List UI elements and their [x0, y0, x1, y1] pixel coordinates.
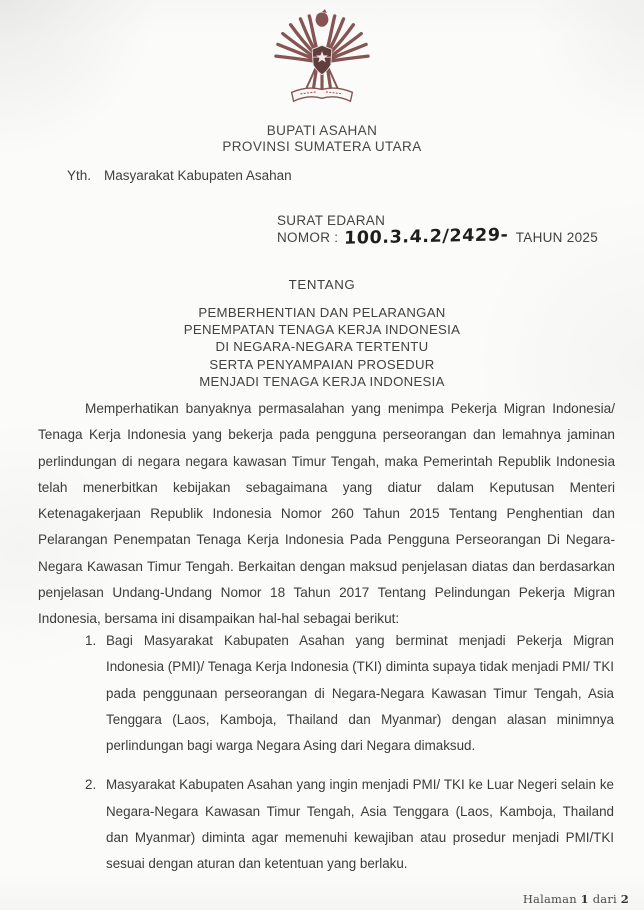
- item-number: 1.: [85, 633, 97, 648]
- subject-title-line: PENEMPATAN TENAGA KERJA INDONESIA: [183, 322, 461, 338]
- subject-title: [0, 304, 644, 390]
- nomor-label: NOMOR :: [277, 230, 339, 245]
- item-text: Masyarakat Kabupaten Asahan yang ingin menjadi PMI/ TKI ke Luar Negeri selain ke Negara-Negara Kawasan Timur Tengah, Asia Tenggara (Laos, Kamboja, Thailand dan Myanmar) diminta agar memenuhi kewajiban atau prosedur menjadi PMI/TKI sesuai dengan aturan dan ketentuan yang berlaku.: [106, 777, 614, 872]
- letterhead-province: PROVINSI SUMATERA UTARA: [222, 139, 422, 154]
- nomor-handwritten-value: 100.3.4.2/2429-: [344, 225, 510, 249]
- recipient-name: Masyarakat Kabupaten Asahan: [104, 168, 292, 183]
- opening-paragraph: Memperhatikan banyaknya permasalahan yang menimpa Pekerja Migran Indonesia/ Tenaga Kerja Indonesia yang bekerja pada pengguna perseorangan dan lemahnya jaminan perlindungan di negara negara kawasan Timur Tengah, maka Pemerintah Republik Indonesia telah menerbitkan kebijakan sebagaimana yang diatur dalam Keputusan Menteri Ketenagakerjaan Republik Indonesia Nomor 260 Tahun 2015 Tentang Penghentian dan Pelarangan Penempatan Tenaga Kerja Indonesia Pada Pengguna Perseorangan Di Negara-Negara Kawasan Timur Tengah. Berkaitan dengan maksud penjelasan diatas dan berdasarkan penjelasan Undang-Undang Nomor 18 Tahun 2017 Tentang Pelindungan Pekerja Migran Indonesia, bersama ini disampaikan hal-hal sebagai berikut:: [38, 401, 615, 627]
- letter-number-line: [277, 225, 599, 249]
- recipient-prefix: Yth.: [67, 168, 92, 183]
- numbered-item-list: [85, 628, 614, 891]
- letterhead-office: BUPATI ASAHAN: [266, 123, 378, 138]
- subject-title-line: DI NEGARA-NEGARA TERTENTU: [215, 339, 429, 355]
- footer-page-total: 2: [620, 892, 629, 906]
- recipient-line: [67, 168, 292, 183]
- list-item: [85, 772, 614, 877]
- letter-year: TAHUN 2025: [515, 230, 599, 245]
- page-number-footer: [523, 892, 629, 906]
- item-text: Bagi Masyarakat Kabupaten Asahan yang berminat menjadi Pekerja Migran Indonesia (PMI)/ Tenaga Kerja Indonesia (TKI) diminta supaya tidak menjadi PMI/ TKI pada penggunaan perseorangan di Negara-Negara Kawasan Timur Tengah, Asia Tenggara (Laos, Kamboja, Thailand dan Myanmar) dengan alasan minimnya perlindungan bagi warga Negara Asing dari Negara dimaksud.: [106, 633, 614, 754]
- footer-page-current: 1: [580, 892, 589, 906]
- letter-heading: [277, 212, 599, 249]
- letterhead: [0, 123, 644, 155]
- subject-title-line: PEMBERHENTIAN DAN PELARANGAN: [198, 305, 446, 320]
- subject-title-line: MENJADI TENAGA KERJA INDONESIA: [199, 373, 445, 389]
- subject-title-line: SERTA PENYAMPAIAN PROSEDUR: [209, 356, 435, 372]
- letter-type: SURAT EDARAN: [277, 213, 386, 228]
- garuda-pancasila-icon: [273, 8, 371, 118]
- list-item: [85, 628, 614, 759]
- footer-label: Halaman: [522, 892, 577, 906]
- item-number: 2.: [85, 777, 97, 793]
- footer-of: dari: [592, 892, 617, 906]
- subject-label: TENTANG: [288, 277, 356, 292]
